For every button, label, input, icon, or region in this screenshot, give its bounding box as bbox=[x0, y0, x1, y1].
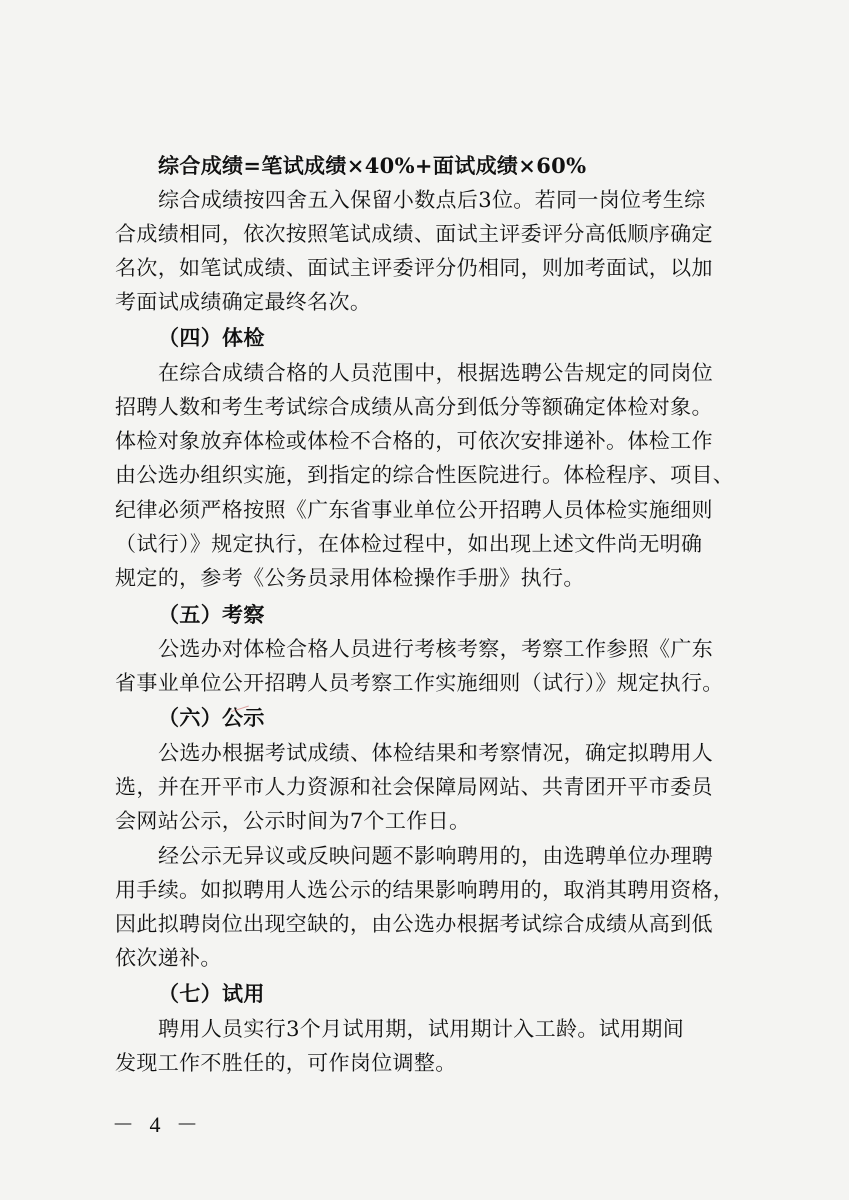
section-heading-inspection: （五）考察 bbox=[158, 602, 265, 627]
section-heading-probation: （七）试用 bbox=[158, 981, 265, 1006]
paragraph-line: 纪律必须严格按照《广东省事业单位公开招聘人员体检实施细则 bbox=[115, 498, 713, 522]
paragraph-line: （试行）》规定执行，在体检过程中，如出现上述文件尚无明确 bbox=[115, 532, 703, 556]
paragraph-line: 因此拟聘岗位出现空缺的，由公选办根据考试综合成绩从高到低 bbox=[115, 912, 713, 936]
paragraph-line: 考面试成绩确定最终名次。 bbox=[115, 290, 372, 314]
paragraph-line: 由公选办组织实施，到指定的综合性医院进行。体检程序、项目、 bbox=[115, 463, 735, 487]
paragraph-line: 依次递补。 bbox=[115, 946, 222, 970]
paragraph-line: 在综合成绩合格的人员范围中，根据选聘公告规定的同岗位 bbox=[158, 361, 714, 385]
paragraph-line: 公选办根据考试成绩、体检结果和考察情况，确定拟聘用人 bbox=[158, 741, 714, 765]
paragraph-line: 公选办对体检合格人员进行考核考察，考察工作参照《广东 bbox=[158, 637, 714, 661]
paragraph-line: 选，并在开平市人力资源和社会保障局网站、共青团开平市委员 bbox=[115, 775, 713, 799]
paragraph-line: 省事业单位公开招聘人员考察工作实施细则（试行）》规定执行。 bbox=[115, 671, 724, 695]
section-heading-publicity: （六）公示 bbox=[158, 705, 265, 730]
paragraph-line: 用手续。如拟聘用人选公示的结果影响聘用的，取消其聘用资格， bbox=[115, 878, 735, 902]
formula-line: 综合成绩=笔试成绩×40%+面试成绩×60% bbox=[158, 153, 587, 178]
section-heading-physical-exam: （四）体检 bbox=[158, 325, 265, 350]
paragraph-line: 合成绩相同，依次按照笔试成绩、面试主评委评分高低顺序确定 bbox=[115, 222, 713, 246]
paragraph-line: 聘用人员实行3个月试用期，试用期计入工龄。试用期间 bbox=[158, 1017, 685, 1041]
page-number: － 4 － bbox=[112, 1112, 204, 1137]
paragraph-line: 体检对象放弃体检或体检不合格的，可依次安排递补。体检工作 bbox=[115, 429, 713, 453]
paragraph-line: 经公示无异议或反映问题不影响聘用的，由选聘单位办理聘 bbox=[158, 844, 714, 868]
paragraph-line: 发现工作不胜任的，可作岗位调整。 bbox=[115, 1051, 457, 1075]
paragraph-line: 会网站公示，公示时间为7个工作日。 bbox=[115, 809, 471, 833]
paragraph-line: 招聘人数和考生考试综合成绩从高分到低分等额确定体检对象。 bbox=[115, 395, 713, 419]
paragraph-line: 规定的，参考《公务员录用体检操作手册》执行。 bbox=[115, 566, 585, 590]
paragraph-line: 名次，如笔试成绩、面试主评委评分仍相同，则加考面试，以加 bbox=[115, 256, 713, 280]
paragraph-line: 综合成绩按四舍五入保留小数点后3位。若同一岗位考生综 bbox=[158, 188, 706, 212]
